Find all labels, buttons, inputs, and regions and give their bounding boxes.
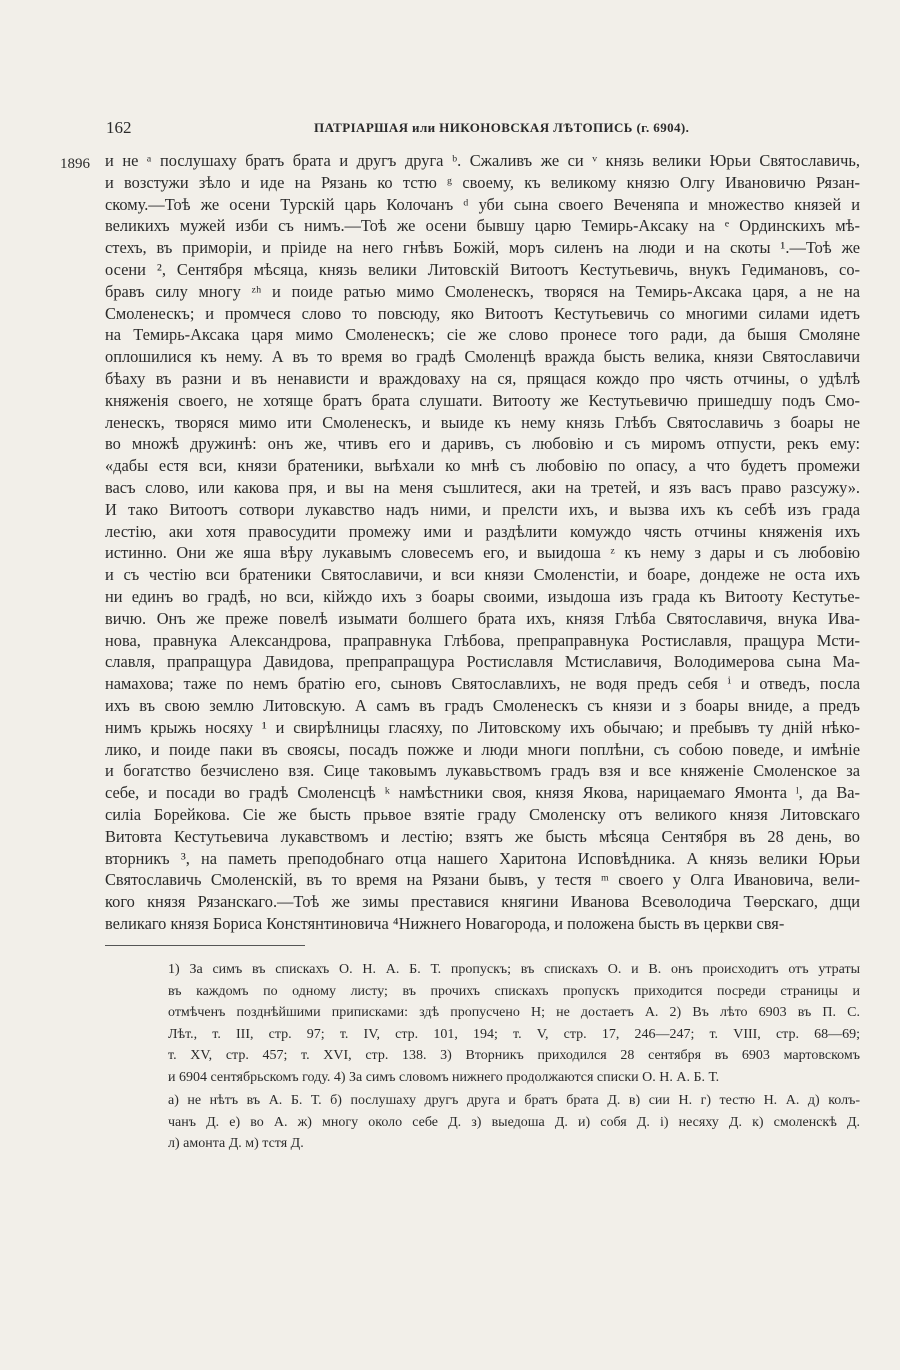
text-line: «дабы естя вси, князи братеники, выѣхали ко мнѣ съ любовію по опасу, а что будетъ промежи bbox=[105, 456, 860, 476]
text-line: истинно. Они же яша вѣру лукавымъ словесемъ его, и выидоша ᶻ къ нему з дары и съ любовію bbox=[105, 543, 860, 563]
text-line: намахова; таже по немъ братію его, сыновъ Святославлихъ, не водя предъ себя ⁱ и отведъ, посла bbox=[105, 674, 860, 694]
footnote-line: т. XV, стр. 457; т. XVI, стр. 138. 3) Вторникъ приходился 28 сентября въ 6903 мартовскомъ bbox=[168, 1048, 860, 1063]
text-line: себе, и посади во градѣ Смоленсцѣ ᵏ намѣстники своя, князя Якова, нарицаемаго Ямонта ˡ, да Ва- bbox=[105, 783, 860, 803]
text-line: ни единъ во градѣ, но вси, кійждо ихъ з боары своими, изыдоша изъ града къ Витоотy Кестутье- bbox=[105, 586, 860, 606]
footnote-divider bbox=[105, 945, 305, 946]
footnote-line: отмѣченъ позднѣйшими приписками: здѣ пропусчено Н; не достаетъ А. 2) Въ лѣто 6903 въ П. С. bbox=[168, 1005, 860, 1020]
page-number: 162 bbox=[106, 118, 132, 137]
text-line: силіа Борейкова. Сіе же бысть прьвое взятіе граду Смоленску отъ великого князя Литовскаго bbox=[105, 804, 860, 824]
text-line: Витовта Кестутьевича лукавствомъ и лестію; взятъ же бысть мѣсяца Сентября въ 28 день, во bbox=[105, 826, 860, 846]
variant-note-line: л) амонта Д. м) тстя Д. bbox=[168, 1136, 304, 1151]
text-line: Смоленескъ; и промчеся слово то повсюду, яко Витоотъ Кестутьевичь со многими силами идетъ bbox=[105, 303, 860, 323]
text-line: нимъ крыжь носяху ¹ и свирѣлницы гласяху, по Литовскому ихъ обычаю; и пребывъ ту дній нѣко- bbox=[105, 717, 860, 737]
text-line: скому.—Тоѣ же осени Турскій царь Колочанъ ᵈ уби сына своего Веченяпа и множество князей и bbox=[105, 194, 860, 214]
text-line: ихъ въ свою землю Литовскую. А самъ въ градъ Смоленескъ съ князи и з боары вниде, а предъ bbox=[105, 695, 860, 715]
text-line: ленескъ, творяся мимо ити Смоленескъ, и выиде къ нему князь Глѣбъ Святославичь з боары не bbox=[105, 412, 860, 432]
text-line: кого князя Рязанскаго.—Тоѣ же зимы преставися княгини Иванова Всеволодича Тѳерскаго, дщи bbox=[105, 892, 860, 912]
text-line: великаго князя Бориса Констянтиновича ⁴Нижнего Новагорода, и положена бысть въ церкви свя- bbox=[105, 913, 785, 933]
footnotes-numbered bbox=[168, 959, 860, 1088]
text-line: великихъ мужей изби съ нимъ.—Тоѣ же осени бывшу царю Темирь-Аксаку на ᵉ Ординскихъ мѣ- bbox=[105, 216, 860, 236]
footnotes-lettered bbox=[168, 1090, 860, 1155]
text-line: лико, и поиде паки въ своясы, посадъ пожже и люди многи поплѣни, съ собою поведе, и имѣніе bbox=[105, 739, 860, 759]
main-text bbox=[105, 150, 860, 935]
footnote-line: 1) За симъ въ спискахъ О. Н. А. Б. Т. пропускъ; въ спискахъ О. и В. онъ происходитъ отъ утраты bbox=[168, 962, 860, 977]
text-line: и богатство безчислено взя. Сице таковымъ лукавьствомъ градъ взя и все княженіе Смоленское за bbox=[105, 761, 860, 781]
footnote-line: Лѣт., т. III, стр. 97; т. IV, стр. 101, 194; т. V, стр. 17, 246—247; т. VIII, стр. 68—69; bbox=[168, 1026, 860, 1042]
year-marker: 1896 bbox=[60, 156, 90, 172]
text-line: вторникъ ³, на паметь преподобнаго отца нашего Харитона Исповѣдника. А князь велики Юрьи bbox=[105, 848, 860, 868]
text-line: княженія своего, не хотяще братъ брата слушати. Витоотy же Кестутьевичю пришедшу подъ Смо- bbox=[105, 390, 860, 410]
text-line: вичю. Онъ же прежe повелѣ изымати болшего брата ихъ, князя Глѣба Святославичя, внука Ива- bbox=[105, 608, 860, 628]
variant-note-line: чанъ Д. е) во А. ж) многу около себе Д. з) выедоша Д. и) собя Д. і) несяху Д. к) смоленскѣ Д. bbox=[168, 1114, 860, 1130]
text-line: нова, правнука Александрова, праправнука Глѣбова, препраправнука Ростиславля, пращура Мсти- bbox=[105, 630, 860, 650]
text-line: славля, прапращура Давидова, препрапращура Ростиславля Мстиславичя, Володимерова сына Ма- bbox=[105, 652, 860, 672]
variant-note-line: а) не нѣтъ въ А. Б. Т. б) послушаху другъ друга и братъ брата Д. в) сии Н. г) тестю Н. А. д) колъ- bbox=[168, 1093, 860, 1108]
text-line: и съ честію вси братеники Святославичи, и вси князи Смоленстіи, и боаре, дондеже не оста ихъ bbox=[105, 565, 860, 585]
footnote-line: въ каждомъ по одному листу; въ прочихъ спискахъ пропускъ приходится посреди страницы и bbox=[168, 983, 860, 999]
text-line: и не ᵃ послушаху братъ брата и другъ друга ᵇ. Сжаливъ же си ᵛ князь велики Юрьи Святославичь, bbox=[105, 151, 860, 170]
text-line: И тако Витоотъ сотвори лукавство надъ ними, и прелсти ихъ, и вызва ихъ къ себѣ изъ града bbox=[105, 499, 860, 519]
text-line: осени ², Сентября мѣсяца, князь велики Литовскій Витоотъ Кестутьевичь, внукъ Гедимановъ, со- bbox=[105, 259, 860, 279]
text-line: во множѣ дружинѣ: онъ же, чтивъ его и даривъ, съ любовію и съ миромъ отпусти, рекъ ему: bbox=[105, 434, 860, 454]
text-line: лестію, аки хотя правосудити промежу ими и раздѣлити комуждо чясть отчины княженія ихъ bbox=[105, 521, 860, 541]
text-line: бравъ силу многу ᶻʰ и поиде ратью мимо Смоленескъ, творяся на Темирь-Аксака царя, а не на bbox=[105, 281, 860, 301]
text-line: васъ слово, или какова пря, и вы на меня съшлитеся, аки на третей, и язъ васъ право разсужу». bbox=[105, 477, 860, 497]
text-line: и возстужи зѣло и иде на Рязань ко тстю ᵍ своему, къ великому князю Олгу Ивановичю Рязан- bbox=[105, 172, 860, 192]
text-line: стехъ, въ приморіи, и пріиде на него гнѣвъ Божій, моръ силенъ на люди и на скоты ¹.—Тоѣ же bbox=[105, 238, 860, 258]
text-line: бѣаху въ разни и въ ненависти и враждоваху на ся, прящася кождо про чясть отчины, о удѣлѣ bbox=[105, 368, 860, 388]
text-line: оплошилися къ нему. А въ то время во градѣ Смоленцѣ вражда бысть велика, князи Святославичи bbox=[105, 347, 860, 367]
running-header: ПАТРІАРШАЯ или НИКОНОВСКАЯ ЛѢТОПИСЬ (г. 6904). bbox=[314, 120, 690, 135]
text-line: Святославичь Смоленскій, въ то время на Рязани бывъ, у тестя ᵐ своего у Олга Ивановича, вели- bbox=[105, 870, 860, 890]
text-line: на Темирь-Аксака царя мимо Смоленескъ; сіе же слово пронесе того ради, да бышя Смоляне bbox=[105, 325, 860, 345]
footnote-line: и 6904 сентябрьскомъ году. 4) За симъ словомъ нижнего продолжаются списки О. Н. А. Б. Т. bbox=[168, 1069, 720, 1085]
